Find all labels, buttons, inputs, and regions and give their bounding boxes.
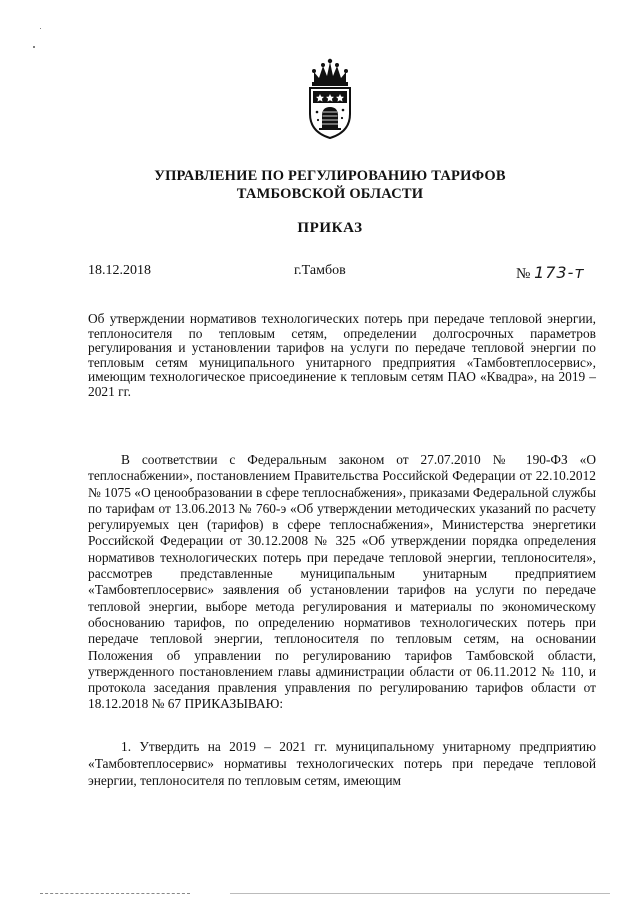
- order-item-1: 1. Утвердить на 2019 – 2021 гг. муниципальному унитарному предприятию «Тамбовтеплосервис» нормативы технологических потерь при передаче тепловой энергии, теплоносителя по тепловым сетям, имеющим: [88, 739, 596, 788]
- handwritten-number: 173-т: [534, 263, 585, 282]
- scan-speck: [40, 28, 41, 29]
- scan-edge-line: [40, 893, 190, 895]
- tambov-coat-of-arms-icon: [300, 52, 360, 142]
- scan-speck: [33, 46, 35, 48]
- order-subject: Об утверждении нормативов технологических потерь при передаче тепловой энергии, теплоносителя по тепловым сетям, определении долгосрочных параметров регулирования и установлении тарифов на услуги по передаче тепловой энергии по тепловым сетям муниципального унитарного предприятия «Тамбовтеплосервис», имеющим технологическое присоединение к тепловым сетям ПАО «Квадра», на 2019 – 2021 гг.: [88, 311, 596, 399]
- document-date: 18.12.2018: [88, 263, 151, 278]
- agency-title-line1: УПРАВЛЕНИЕ ПО РЕГУЛИРОВАНИЮ ТАРИФОВ: [154, 168, 506, 184]
- document-city: г.Тамбов: [294, 263, 346, 278]
- order-preamble: В соответствии с Федеральным законом от 27.07.2010 № 190-ФЗ «О теплоснабжении», постановлением Правительства Российской Федерации от 22.10.2012 № 1075 «О ценообразовании в сфере теплоснабжения», приказами Федеральной службы по тарифам от 13.06.2013 № 760-э «Об утверждении методических указаний по расчету регулируемых цен (тарифов) в сфере теплоснабжения», Министерства энергетики Российской Федерации от 30.12.2008 № 325 «Об утверждении порядка определения нормативов технологических потерь при передаче тепловой энергии, теплоносителя», рассмотрев представленные муниципальным унитарным предприятием «Тамбовтеплосервис» заявления об установлении тарифов на услуги по передаче тепловой энергии, выборе метода регулирования и материалы по экономическому обоснованию тарифов, по определению нормативов технологических потерь при передаче тепловой энергии, теплоносителя по тепловым сетям, на основании Положения об управлении по регулированию тарифов Тамбовской области, утвержденного постановлением главы администрации области от 06.11.2012 № 110, и протокола заседания правления управления по регулированию тарифов области от 18.12.2018 № 67 ПРИКАЗЫВАЮ:: [88, 452, 596, 712]
- document-number: [516, 263, 585, 283]
- agency-title-line2: ТАМБОВСКОЙ ОБЛАСТИ: [236, 186, 424, 202]
- number-sign: №: [516, 266, 531, 282]
- document-type: ПРИКАЗ: [297, 220, 363, 236]
- scan-edge-line: [230, 893, 610, 895]
